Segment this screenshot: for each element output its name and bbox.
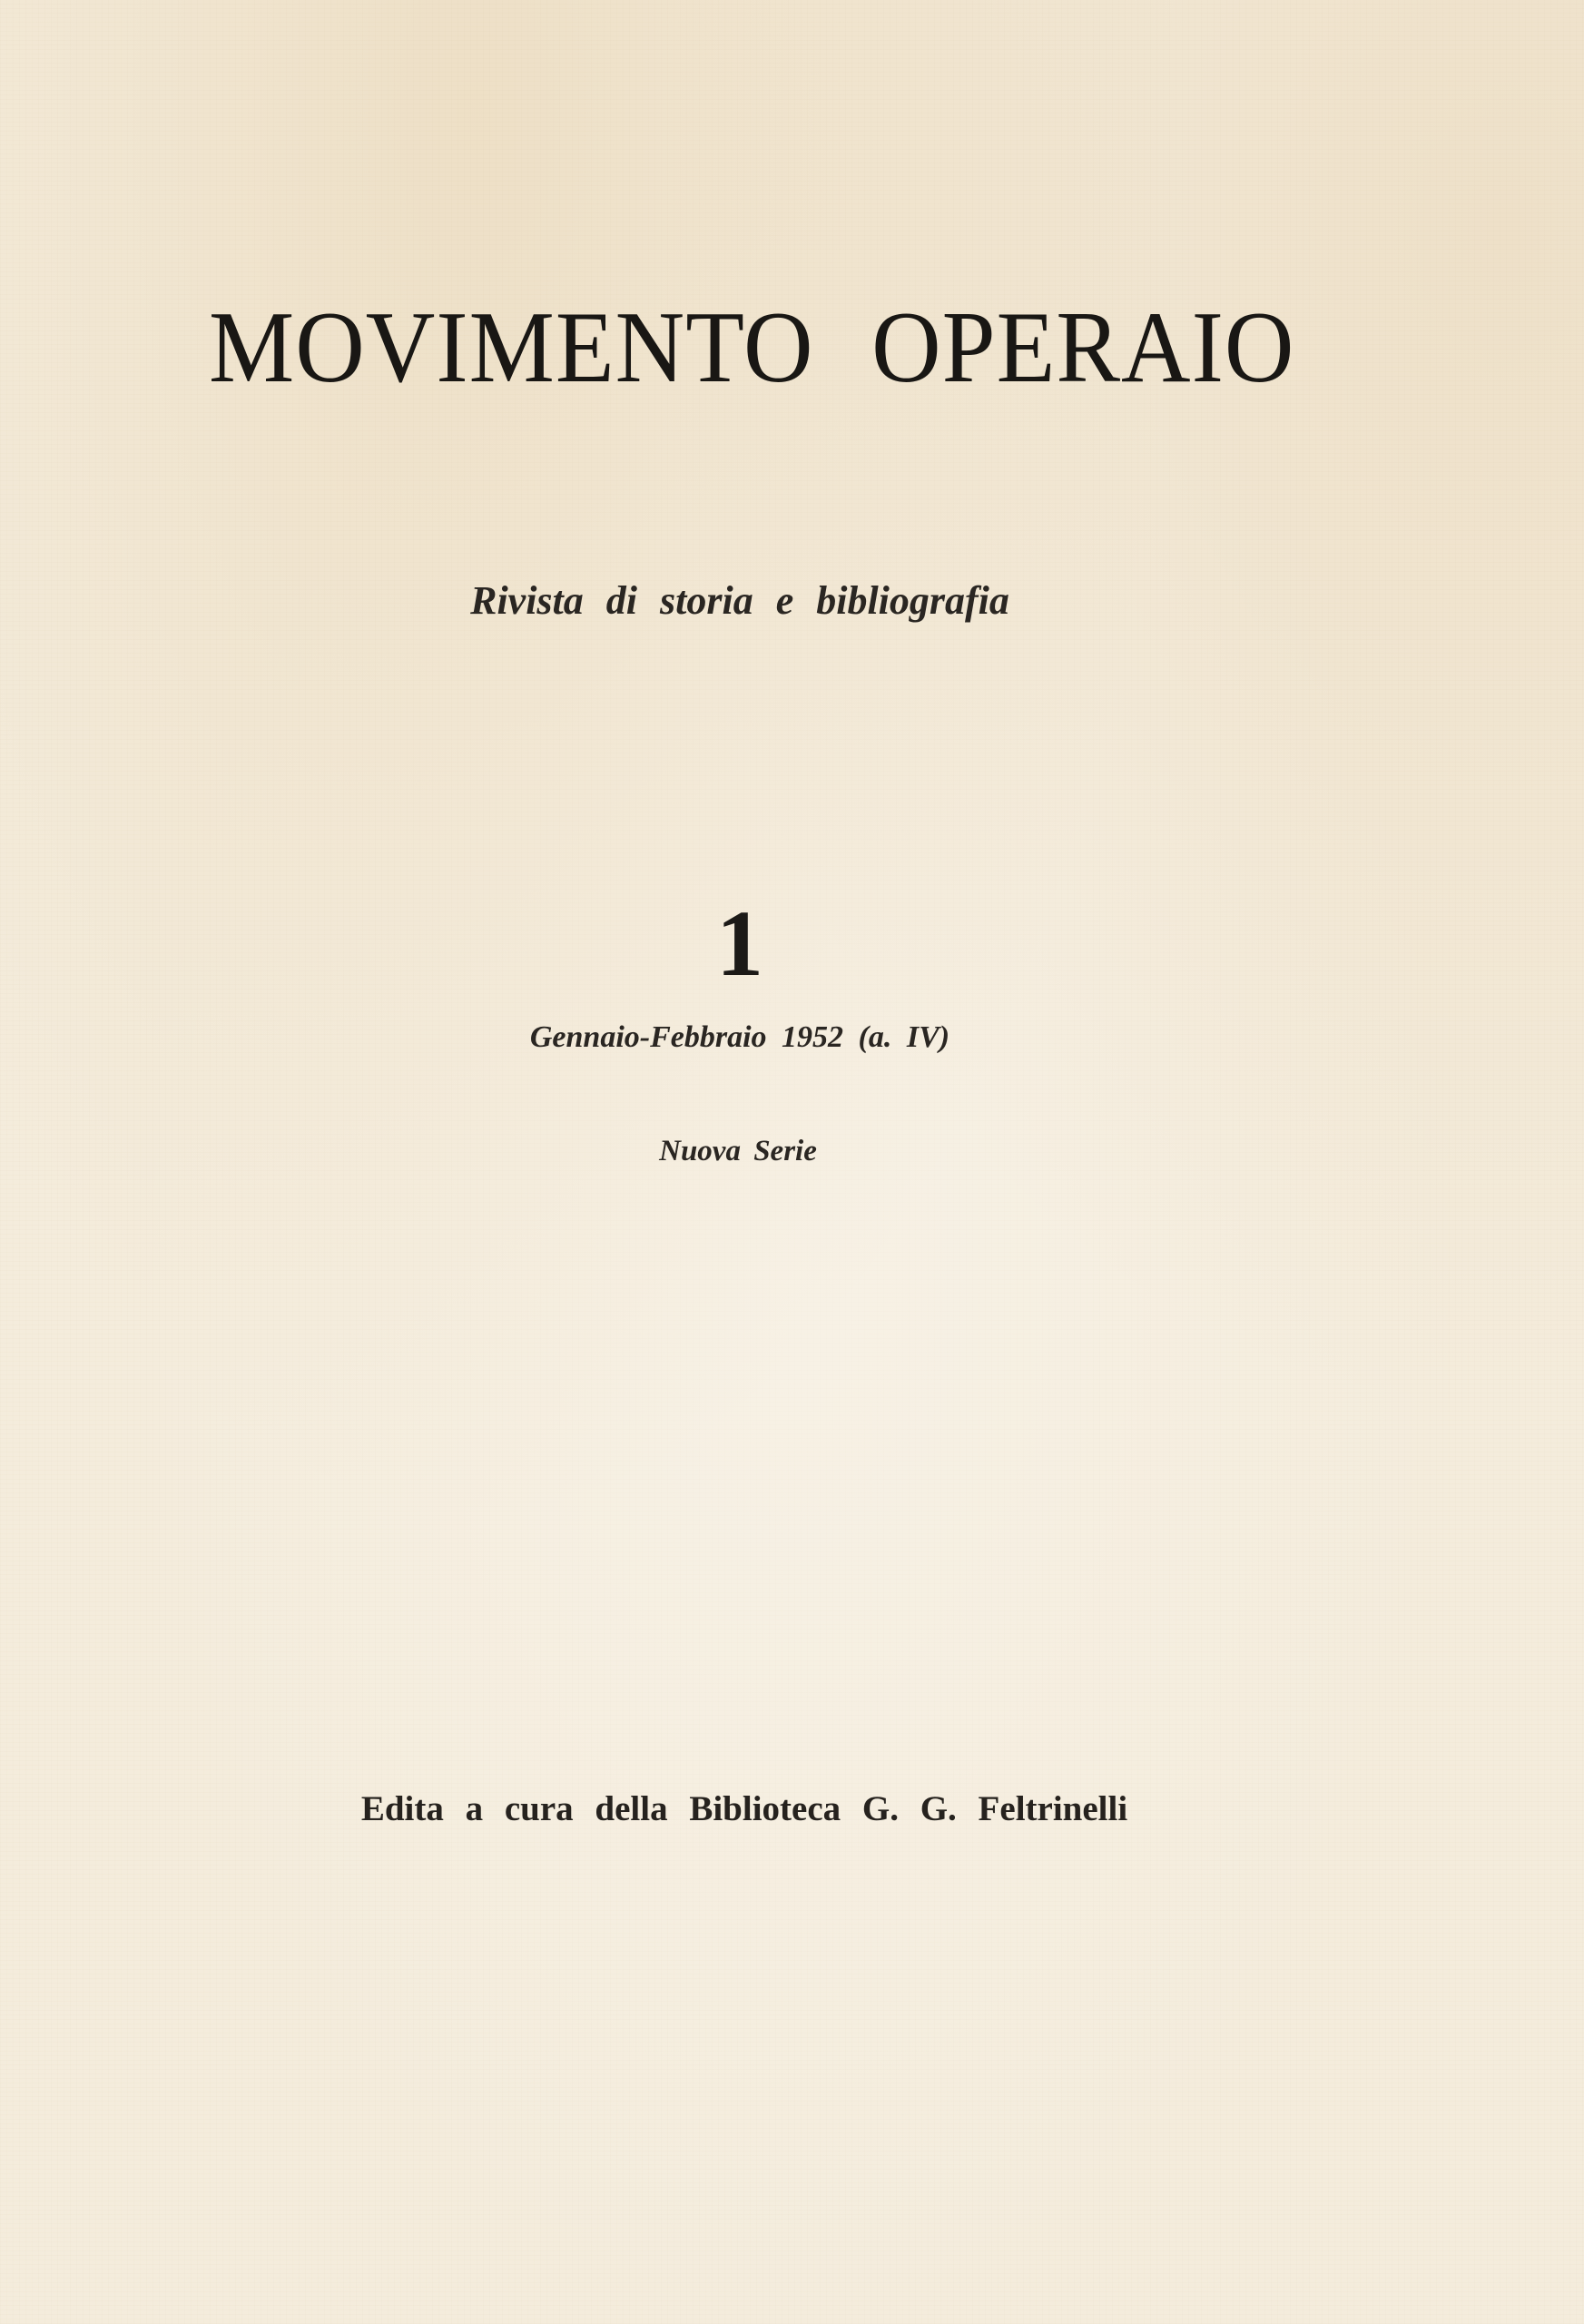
issue-date: Gennaio-Febbraio 1952 (a. IV) (529, 1020, 950, 1054)
publisher-line: Edita a cura della Biblioteca G. G. Feltrinelli (360, 1789, 1128, 1828)
cover-subtitle: Rivista di storia e bibliografia (470, 578, 1009, 623)
issue-number: 1 (716, 891, 763, 996)
series-label: Nuova Serie (659, 1135, 817, 1167)
cover-title: MOVIMENTO OPERAIO (209, 290, 1295, 404)
